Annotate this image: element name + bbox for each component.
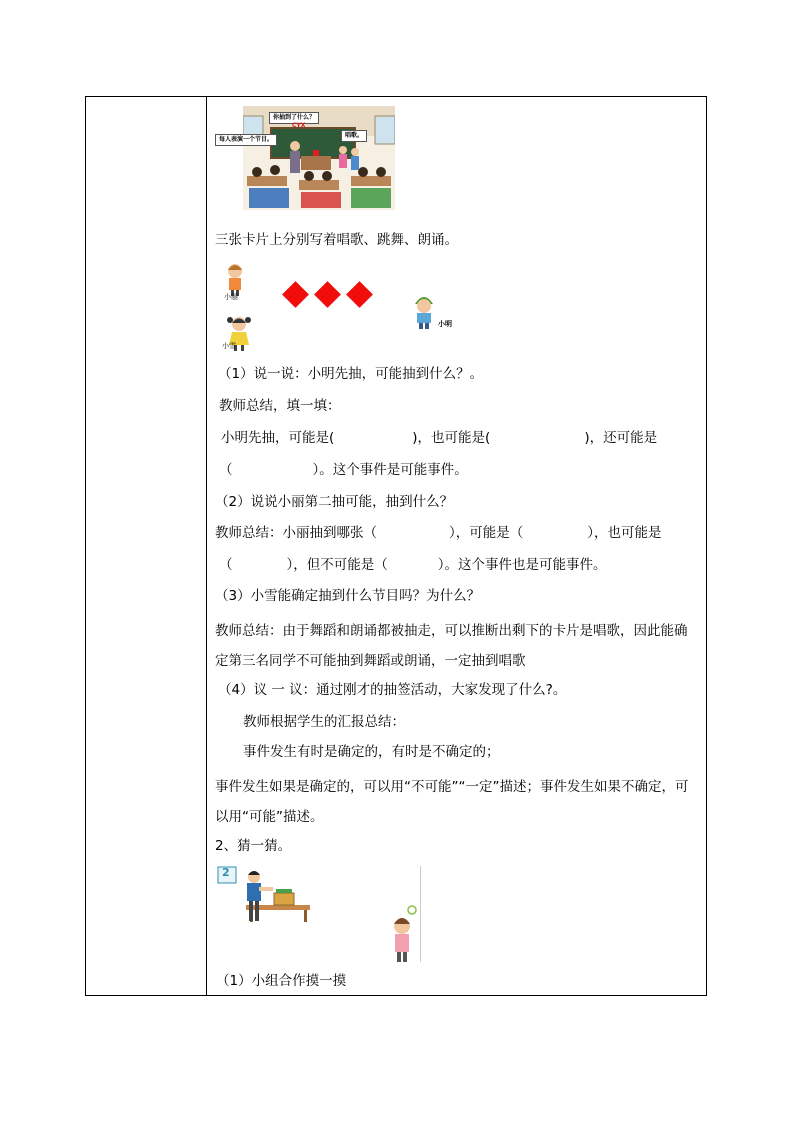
book-number: 2 [222, 866, 230, 879]
speech-bubble-question: 你抽到了什么？ [269, 112, 319, 124]
fill-text: ），可能是（ [449, 525, 524, 541]
fill-text: ）。这个事件也是可能事件。 [437, 557, 607, 573]
fill-text: ），也可能是 [587, 525, 662, 541]
classroom-illustration [219, 106, 395, 210]
fill-text: （ [219, 557, 233, 573]
teacher-box-illustration [216, 865, 312, 923]
fill-blank-2-line-2 [219, 555, 607, 575]
teacher-summary-4b: 事件发生有时是确定的，有时是不确定的； [243, 744, 500, 760]
teacher-summary-4a: 教师根据学生的汇报总结： [243, 714, 405, 730]
fill-text: ）。这个事件是可能事件。 [312, 462, 468, 478]
teacher-summary-1: 教师总结，填一填： [219, 398, 341, 414]
speech-bubble-answer: 唱歌。 [341, 130, 367, 142]
question-4: （4）议 一 议：通过刚才的抽签活动，大家发现了什么?。 [218, 682, 567, 698]
fill-text: ），但不可能是（ [286, 557, 388, 573]
xiaoming-figure [411, 294, 437, 330]
board-label: CYX [292, 122, 306, 129]
fill-text: )，也可能是( [412, 430, 491, 446]
fill-blank-2-line-1 [215, 523, 662, 543]
teacher-summary-3: 教师总结：由于舞蹈和朗诵都被抽走，可以推断出剩下的卡片是唱歌，因此能确定第三名同学不可能抽到舞蹈或朗诵，一定抽到唱歌 [215, 623, 688, 669]
question-2: （2）说说小丽第二抽可能，抽到什么？ [215, 494, 454, 510]
xiaoli-label: 小丽 [224, 293, 238, 301]
fill-text: )，还可能是 [584, 430, 658, 446]
fill-blank-1-line-1 [221, 428, 657, 448]
fill-blank-1-line-2 [219, 460, 468, 480]
vertical-rule [420, 866, 421, 962]
xiaoming-label: 小明 [438, 320, 452, 328]
section-2-question-1: （1）小组合作摸一摸 [216, 973, 347, 989]
section-2-title: 2、猜一猜。 [215, 838, 292, 854]
column-divider [206, 97, 207, 995]
question-1: （1）说一说：小明先抽，可能抽到什么？。 [218, 366, 484, 382]
fill-text: （ [219, 462, 233, 478]
question-3: （3）小雪能确定抽到什么节目吗？为什么？ [215, 588, 481, 604]
speech-bubble-instruction: 每人表演一个节目。 [215, 134, 277, 146]
girl-thinking-illustration [388, 904, 418, 964]
fill-text: 教师总结：小丽抽到哪张（ [215, 525, 377, 541]
xiaoli-figure [222, 262, 248, 296]
xiaoxue-label: 小雪 [222, 342, 236, 350]
teacher-summary-4c: 事件发生如果是确定的，可以用“不可能”“一定”描述；事件发生如果不确定，可以用“可能”描述。 [215, 779, 689, 825]
fill-text: 小明先抽，可能是( [221, 430, 335, 446]
intro-text: 三张卡片上分别写着唱歌、跳舞、朗诵。 [215, 232, 458, 248]
